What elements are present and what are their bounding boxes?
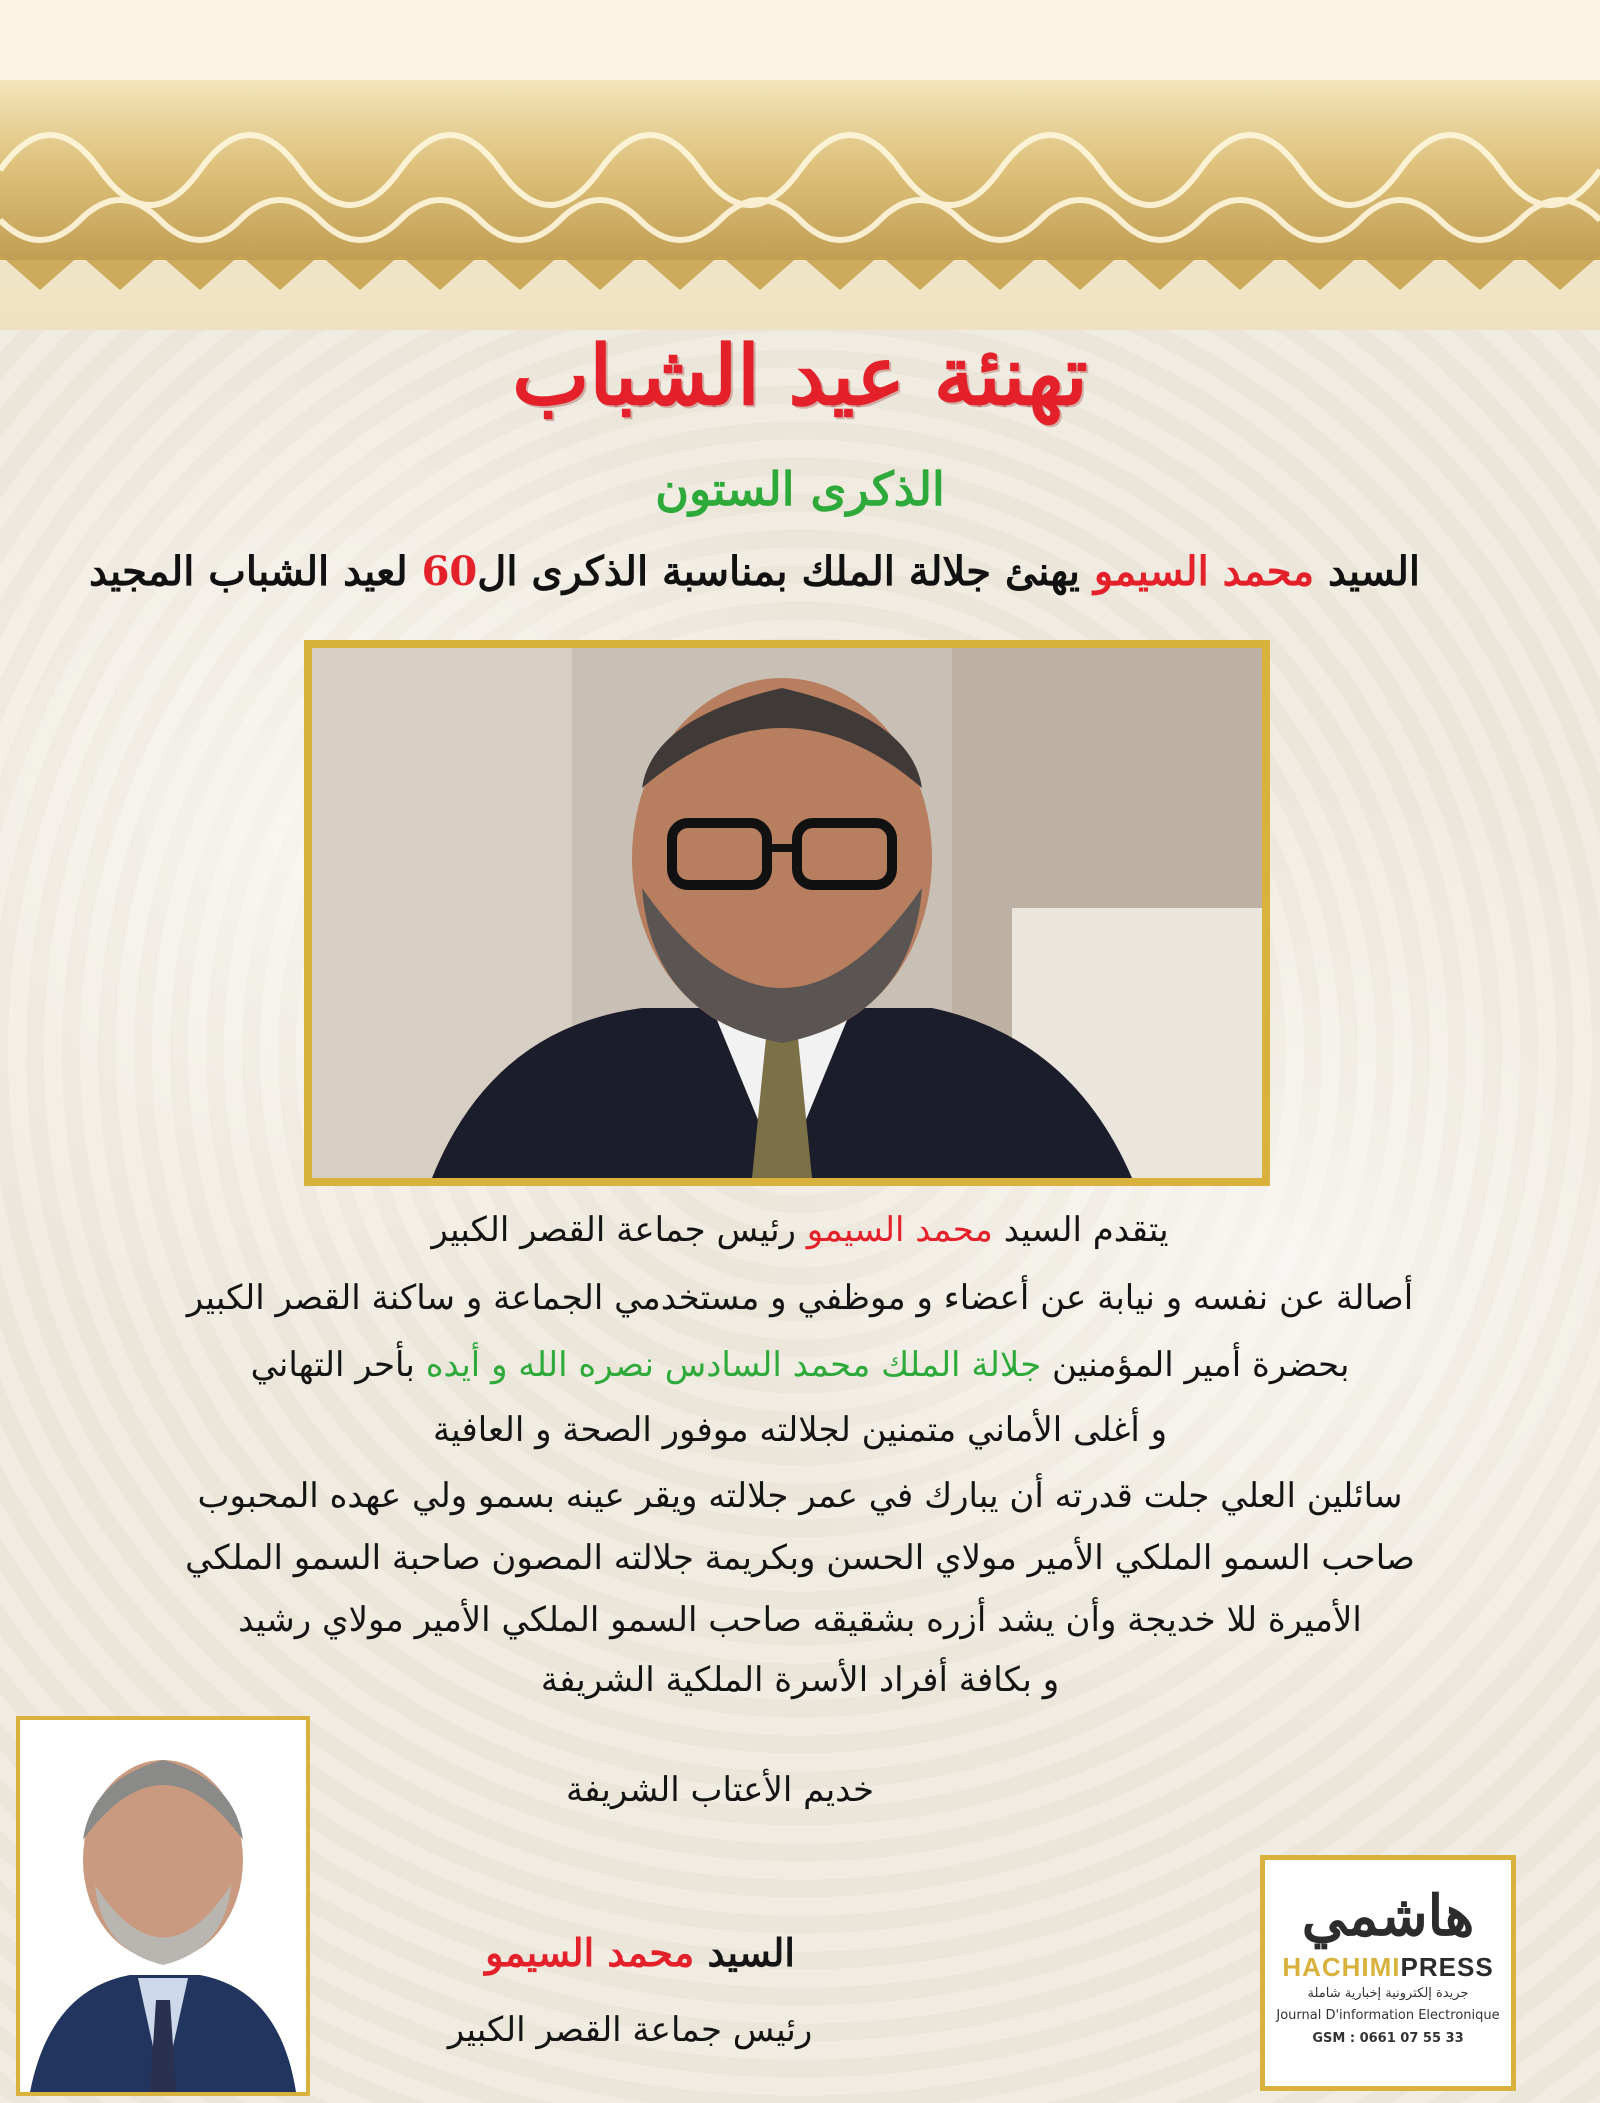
tagline-part-2: يهنئ جلالة الملك بمناسبة الذكرى ال bbox=[477, 548, 1080, 595]
logo-french-line: Journal D'information Electronique bbox=[1276, 2008, 1500, 2024]
message-line-3-post: بأحر التهاني bbox=[250, 1345, 415, 1385]
tagline-number: 60 bbox=[421, 548, 478, 595]
signature-title-line: رئيس جماعة القصر الكبير bbox=[447, 2010, 813, 2050]
signature-name: محمد السيمو bbox=[485, 1930, 695, 1975]
message-line-3-pre: بحضرة أمير المؤمنين bbox=[1052, 1345, 1350, 1385]
page-title: تهنئة عيد الشباب bbox=[512, 328, 1088, 424]
message-line-5: سائلين العلي جلت قدرته أن يبارك في عمر جلالته ويقر عينه بسمو ولي عهده المحبوب bbox=[197, 1476, 1403, 1516]
tagline-part-1: السيد bbox=[1327, 548, 1420, 595]
king-portrait-photo bbox=[304, 640, 1270, 1186]
mayor-portrait-photo bbox=[16, 1716, 310, 2096]
signature-servant-line: خديم الأعتاب الشريفة bbox=[565, 1770, 875, 1810]
logo-arabic-line: جريدة إلكترونية إخبارية شاملة bbox=[1307, 1986, 1469, 2001]
logo-gsm: GSM : 0661 07 55 33 bbox=[1312, 2030, 1464, 2046]
tagline-name: محمد السيمو bbox=[1093, 548, 1314, 595]
message-line-6: صاحب السمو الملكي الأمير مولاي الحسن وبكريمة جلالته المصون صاحبة السمو الملكي bbox=[185, 1538, 1415, 1578]
message-line-4: و أغلى الأماني متمنين لجلالته موفور الصحة و العافية bbox=[432, 1410, 1168, 1450]
page-subtitle: الذكرى الستون bbox=[655, 462, 945, 516]
signature-pre: السيد bbox=[707, 1930, 795, 1975]
logo-brand-part-2: PRESS bbox=[1400, 1952, 1494, 1982]
tagline bbox=[89, 548, 1420, 595]
ornamental-header-band bbox=[0, 0, 1600, 330]
logo-brand-part-1: HACHIMI bbox=[1282, 1952, 1401, 1982]
message-line-7: الأميرة للا خديجة وأن يشد أزره بشقيقه صاحب السمو الملكي الأمير مولاي رشيد bbox=[238, 1600, 1362, 1640]
message-line-2: أصالة عن نفسه و نيابة عن أعضاء و موظفي و مستخدمي الجماعة و ساكنة القصر الكبير bbox=[186, 1278, 1414, 1318]
hachimi-press-logo bbox=[1260, 1855, 1516, 2091]
signature-name-line bbox=[440, 1930, 840, 1975]
message-line-1 bbox=[150, 1210, 1450, 1250]
message-line-1-name: محمد السيمو bbox=[806, 1210, 993, 1250]
message-line-8: و بكافة أفراد الأسرة الملكية الشريفة bbox=[540, 1660, 1060, 1700]
logo-brand bbox=[1265, 1954, 1511, 1980]
message-line-1-post: رئيس جماعة القصر الكبير bbox=[431, 1210, 796, 1250]
message-line-3-highlight: جلالة الملك محمد السادس نصره الله و أيده bbox=[425, 1345, 1042, 1385]
message-line-3 bbox=[150, 1345, 1450, 1385]
tagline-part-3: لعيد الشباب المجيد bbox=[89, 548, 408, 595]
logo-arabic-mark: هاشمي bbox=[1301, 1883, 1475, 1949]
message-line-1-pre: يتقدم السيد bbox=[1003, 1210, 1169, 1250]
